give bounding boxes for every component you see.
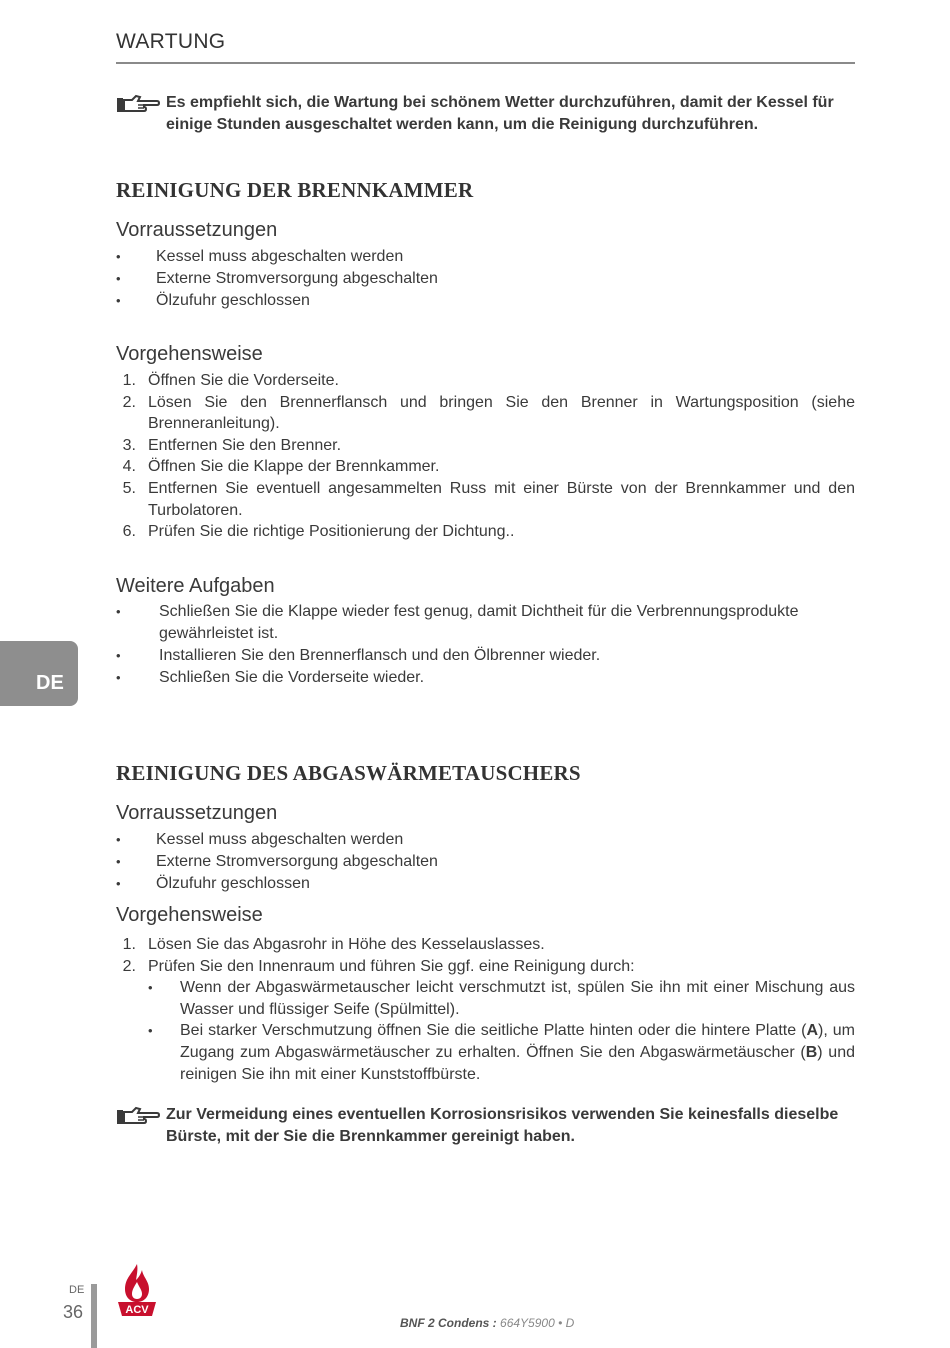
note-text: Es empfiehlt sich, die Wartung bei schönem Wetter durchzuführen, damit der Kessel für einige Stunden ausgeschaltet werden kann, um die Reinigung durchzuführen. — [166, 94, 834, 133]
document-code: 664Y5900 • D — [500, 1316, 575, 1330]
procedure-list — [116, 370, 855, 543]
procedure-list — [116, 934, 855, 1085]
list-item — [116, 435, 855, 457]
list-item: • Externe Stromversorgung abgeschalten — [116, 851, 855, 873]
step-number: 4. — [122, 458, 136, 476]
section-title: REINIGUNG DES ABGASWÄRMETAUSCHERS — [116, 761, 581, 785]
language-tab-label: DE — [36, 672, 64, 694]
subsection-title: Vorgehensweise — [116, 904, 263, 926]
subsection-title: Vorraussetzungen — [116, 219, 278, 241]
list-item: • Schließen Sie die Vorderseite wieder. — [116, 667, 855, 689]
list-item: • Ölzufuhr geschlossen — [116, 873, 855, 895]
pointing-hand-icon — [116, 92, 166, 136]
step-number: 6. — [122, 523, 136, 541]
step-number: 2. — [122, 957, 136, 975]
page-header-title: WARTUNG — [116, 30, 226, 53]
page-number: 36 — [63, 1302, 84, 1322]
footer-bar — [91, 1284, 97, 1348]
list-item — [116, 370, 855, 392]
list-item: • Schließen Sie die Klappe wieder fest genug, damit Dichtheit für die Verbrennungsprodukte gewährleistet ist. — [116, 601, 855, 645]
subsection-title: Vorraussetzungen — [116, 802, 278, 824]
list-item: • Externe Stromversorgung abgeschalten — [116, 268, 855, 290]
step-number: 1. — [122, 936, 136, 953]
step-text: Lösen Sie das Abgasrohr in Höhe des Kesselauslasses. — [148, 936, 545, 953]
step-text: Prüfen Sie den Innenraum und führen Sie ggf. eine Reinigung durch: — [148, 957, 635, 975]
footer-language: DE — [69, 1284, 85, 1296]
step-text: Entfernen Sie eventuell angesammelten Russ mit einer Bürste von der Brennkammer und den Turbolatoren. — [148, 479, 855, 519]
svg-text:ACV: ACV — [125, 1304, 149, 1316]
step-number: 3. — [122, 436, 136, 454]
list-item: • Kessel muss abgeschalten werden — [116, 246, 855, 268]
step-number: 2. — [122, 393, 136, 411]
step-text: Öffnen Sie die Vorderseite. — [148, 372, 339, 389]
pointing-hand-icon — [116, 1104, 166, 1148]
list-item — [116, 478, 855, 521]
step-text: Entfernen Sie den Brenner. — [148, 436, 342, 454]
sub-list-item: • Bei starker Verschmutzung öffnen Sie die seitliche Platte hinten oder die hintere Platte (A), um Zugang zum Abgaswärmetäuscher zu erhalten. Öffnen Sie den Abgaswärmetäuscher (B) und reinigen Sie ihn mit einer Kunststoffbürste. — [148, 1020, 855, 1085]
sub-list-item: • Wenn der Abgaswärmetauscher leicht verschmutzt ist, spülen Sie ihn mit einer Mischung aus Wasser und flüssiger Seife (Spülmittel). — [148, 977, 855, 1020]
step-text: Prüfen Sie die richtige Positionierung der Dichtung.. — [148, 523, 515, 541]
further-tasks-list — [116, 601, 855, 689]
acv-logo — [112, 1262, 162, 1322]
list-item — [116, 521, 855, 543]
list-item: • Ölzufuhr geschlossen — [116, 290, 855, 312]
prerequisites-list — [116, 829, 855, 895]
list-item: • Installieren Sie den Brennerflansch und den Ölbrenner wieder. — [116, 645, 855, 667]
list-item — [116, 392, 855, 435]
list-item — [116, 456, 855, 478]
header-rule — [116, 62, 855, 64]
subsection-title: Vorgehensweise — [116, 343, 263, 365]
list-item — [116, 934, 855, 956]
note-tip-1 — [116, 92, 855, 136]
list-item — [116, 956, 855, 1086]
step-text: Öffnen Sie die Klappe der Brennkammer. — [148, 458, 440, 476]
section-title: REINIGUNG DER BRENNKAMMER — [116, 178, 474, 202]
step-number: 5. — [122, 479, 136, 497]
sub-list — [148, 977, 855, 1085]
prerequisites-list — [116, 246, 855, 312]
step-number: 1. — [122, 372, 136, 389]
step-text: Lösen Sie den Brennerflansch und bringen Sie den Brenner in Wartungsposition (siehe Brenneranleitung). — [148, 393, 855, 433]
note-tip-2 — [116, 1104, 855, 1148]
list-item: • Kessel muss abgeschalten werden — [116, 829, 855, 851]
note-text: Zur Vermeidung eines eventuellen Korrosionsrisikos verwenden Sie keinesfalls dieselbe Bürste, mit der Sie die Brennkammer gereinigt haben. — [166, 1106, 839, 1145]
model-name: BNF 2 Condens : — [400, 1316, 497, 1330]
subsection-title: Weitere Aufgaben — [116, 575, 275, 597]
document-reference — [400, 1316, 574, 1330]
language-tab — [0, 641, 78, 706]
